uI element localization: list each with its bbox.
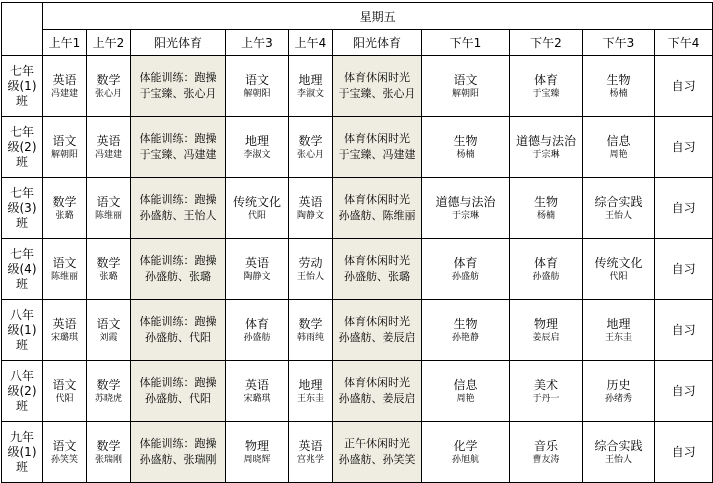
teacher-label: 陈维丽 [50,271,78,282]
teacher-label: 于宝臻、冯建建 [139,148,217,161]
lesson-cell [422,178,510,239]
period-header: 阳光体育 [131,30,226,56]
subject-label: 美术 [533,377,558,392]
subject-label: 综合实践 [594,438,643,453]
lesson-cell [289,422,333,483]
subject-label: 体能训练：跑操 [139,437,217,450]
class-name-line: 级(1) [7,322,37,337]
teacher-label: 孙盛舫、张瑞刚 [139,453,217,466]
teacher-label: 代阳 [609,271,628,282]
subject-label: 英语 [244,255,269,270]
lesson-cell [655,300,713,361]
lesson-cell [583,239,655,300]
teacher-label: 冯建建 [50,88,78,99]
class-name-line: 级(1) [7,78,37,93]
subject-label: 语文 [52,377,77,392]
teacher-label: 孙盛舫 [243,332,271,343]
period-header: 下午3 [583,30,655,56]
lesson-cell [87,239,131,300]
subject-label: 自习 [671,323,696,337]
subject-label: 自习 [671,79,696,93]
subject-label: 数学 [96,255,121,270]
period-header: 阳光体育 [333,30,422,56]
class-name-cell [2,117,43,178]
subject-label: 地理 [298,377,323,392]
subject-label: 自习 [671,140,696,154]
sunshine-sports-cell [333,300,422,361]
teacher-label: 孙旭航 [451,454,479,465]
lesson-cell [583,178,655,239]
subject-label: 自习 [671,384,696,398]
subject-label: 道德与法治 [435,194,496,209]
teacher-label: 李淑文 [296,88,324,99]
teacher-label: 孙盛舫、孙笑笑 [338,453,416,466]
lesson-cell [87,361,131,422]
teacher-label: 李淑文 [243,149,271,160]
teacher-label: 曹友涛 [532,454,560,465]
class-row [2,361,713,422]
lesson-cell [289,361,333,422]
teacher-label: 孙笑笑 [50,454,78,465]
lesson-cell [422,361,510,422]
subject-label: 英语 [52,316,77,331]
teacher-label: 解朝阳 [50,149,78,160]
teacher-label: 于宝臻、张心月 [338,87,416,100]
teacher-label: 宫兆学 [296,454,324,465]
teacher-label: 周艳 [609,149,628,160]
subject-label: 体育休闲时光 [344,254,410,267]
subject-label: 语文 [96,316,121,331]
subject-label: 体育 [244,316,269,331]
subject-label: 自习 [671,445,696,459]
class-name-cell [2,178,43,239]
class-name-line: 八年 [9,307,34,322]
lesson-cell [510,178,583,239]
lesson-cell [226,422,289,483]
class-name-line: 班 [15,93,28,108]
class-name-line: 七年 [9,124,34,139]
period-header: 下午4 [655,30,713,56]
class-row [2,178,713,239]
sunshine-sports-cell [131,422,226,483]
teacher-label: 孙绪秀 [604,393,632,404]
subject-label: 语文 [52,255,77,270]
sunshine-sports-cell [131,361,226,422]
period-header: 上午2 [87,30,131,56]
class-name-line: 班 [15,276,28,291]
teacher-label: 孙盛舫、姜辰启 [338,331,416,344]
teacher-label: 孙盛舫、姜辰启 [338,392,416,405]
subject-label: 英语 [298,438,323,453]
teacher-label: 王东圭 [296,393,324,404]
period-header: 上午1 [43,30,87,56]
subject-label: 体能训练：跑操 [139,376,217,389]
subject-label: 体育 [533,72,558,87]
subject-label: 体能训练：跑操 [139,254,217,267]
subject-label: 劳动 [298,255,323,270]
subject-label: 语文 [244,72,269,87]
corner-cell-lower [2,30,43,56]
teacher-label: 于宝臻 [532,88,560,99]
subject-label: 音乐 [533,438,558,453]
lesson-cell [655,56,713,117]
teacher-label: 解朝阳 [243,88,271,99]
class-name-line: 级(1) [7,444,37,459]
class-row [2,300,713,361]
lesson-cell [422,300,510,361]
lesson-cell [87,300,131,361]
class-name-line: 七年 [9,246,34,261]
lesson-cell [655,239,713,300]
lesson-cell [226,239,289,300]
teacher-label: 代阳 [247,210,266,221]
teacher-label: 陈维丽 [94,210,122,221]
class-name-line: 班 [15,154,28,169]
teacher-label: 姜辰启 [532,332,560,343]
teacher-label: 王怡人 [296,271,324,282]
teacher-label: 陶静文 [243,271,271,282]
subject-label: 生物 [453,316,478,331]
subject-label: 英语 [298,194,323,209]
teacher-label: 杨楠 [609,88,628,99]
lesson-cell [289,117,333,178]
subject-label: 正午休闲时光 [344,437,410,450]
class-name-line: 七年 [9,185,34,200]
teacher-label: 宋璐琪 [243,393,271,404]
lesson-cell [226,117,289,178]
lesson-cell [289,178,333,239]
lesson-cell [87,56,131,117]
subject-label: 体育 [533,255,558,270]
subject-label: 自习 [671,262,696,276]
teacher-label: 张心月 [296,149,324,160]
subject-label: 物理 [244,438,269,453]
teacher-label: 刘霞 [99,332,118,343]
teacher-label: 苏晓虎 [94,393,122,404]
class-row [2,239,713,300]
teacher-label: 解朝阳 [451,88,479,99]
subject-label: 历史 [606,377,631,392]
class-name-line: 班 [15,459,28,474]
class-name-line: 级(2) [7,139,37,154]
subject-label: 体育休闲时光 [344,376,410,389]
sunshine-sports-cell [333,56,422,117]
teacher-label: 孙艳静 [451,332,479,343]
lesson-cell [226,361,289,422]
lesson-cell [655,422,713,483]
lesson-cell [510,361,583,422]
teacher-label: 代阳 [55,393,74,404]
period-header: 上午3 [226,30,289,56]
subject-label: 语文 [96,194,121,209]
subject-label: 体能训练：跑操 [139,132,217,145]
class-name-cell [2,239,43,300]
lesson-cell [422,422,510,483]
class-name-cell [2,300,43,361]
lesson-cell [583,56,655,117]
lesson-cell [422,239,510,300]
day-header: 星期五 [43,3,713,30]
subject-label: 地理 [606,316,631,331]
teacher-label: 于宝臻、张心月 [139,87,217,100]
class-name-line: 九年 [9,429,34,444]
teacher-label: 王怡人 [604,454,632,465]
lesson-cell [289,300,333,361]
teacher-label: 张瑞刚 [94,454,122,465]
lesson-cell [43,117,87,178]
teacher-label: 王东圭 [604,332,632,343]
subject-label: 体能训练：跑操 [139,315,217,328]
period-header: 下午2 [510,30,583,56]
subject-label: 体育 [453,255,478,270]
period-header: 上午4 [289,30,333,56]
teacher-label: 韩雨纯 [296,332,324,343]
teacher-label: 孙盛舫、张璐 [344,270,410,283]
subject-label: 综合实践 [594,194,643,209]
subject-label: 体能训练：跑操 [139,193,217,206]
subject-label: 数学 [298,133,323,148]
sunshine-sports-cell [131,178,226,239]
subject-label: 数学 [298,316,323,331]
subject-label: 体能训练：跑操 [139,71,217,84]
timetable [1,2,713,483]
teacher-label: 张心月 [94,88,122,99]
subject-label: 地理 [298,72,323,87]
subject-label: 传统文化 [232,194,281,209]
subject-label: 数学 [52,194,77,209]
subject-label: 数学 [96,438,121,453]
lesson-cell [422,56,510,117]
lesson-cell [655,361,713,422]
subject-label: 体育休闲时光 [344,193,410,206]
teacher-label: 周艳 [456,393,475,404]
teacher-label: 陶静文 [296,210,324,221]
teacher-label: 杨楠 [456,149,475,160]
subject-label: 化学 [453,438,478,453]
lesson-cell [510,117,583,178]
sunshine-sports-cell [333,361,422,422]
subject-label: 语文 [453,72,478,87]
teacher-label: 孙盛舫、代阳 [145,392,211,405]
subject-label: 英语 [52,72,77,87]
subject-label: 物理 [533,316,558,331]
lesson-cell [226,56,289,117]
subject-label: 自习 [671,201,696,215]
subject-label: 地理 [244,133,269,148]
lesson-cell [289,239,333,300]
subject-label: 语文 [52,438,77,453]
teacher-label: 冯建建 [94,149,122,160]
lesson-cell [510,56,583,117]
teacher-label: 孙盛舫、张璐 [145,270,211,283]
class-name-line: 七年 [9,63,34,78]
subject-label: 英语 [244,377,269,392]
sunshine-sports-cell [131,117,226,178]
class-name-cell [2,361,43,422]
lesson-cell [87,178,131,239]
sunshine-sports-cell [131,239,226,300]
lesson-cell [43,239,87,300]
teacher-label: 孙盛舫、王怡人 [139,209,217,222]
teacher-label: 王怡人 [604,210,632,221]
subject-label: 信息 [453,377,478,392]
lesson-cell [289,56,333,117]
lesson-cell [43,361,87,422]
subject-label: 道德与法治 [515,133,576,148]
lesson-cell [655,117,713,178]
class-name-line: 班 [15,337,28,352]
lesson-cell [510,422,583,483]
lesson-cell [43,300,87,361]
sunshine-sports-cell [131,300,226,361]
class-name-line: 班 [15,215,28,230]
teacher-label: 宋璐琪 [50,332,78,343]
subject-label: 生物 [606,72,631,87]
teacher-label: 孙盛舫、代阳 [145,331,211,344]
subject-label: 生物 [533,194,558,209]
lesson-cell [583,361,655,422]
lesson-cell [43,178,87,239]
lesson-cell [422,117,510,178]
sunshine-sports-cell [333,178,422,239]
class-name-line: 级(3) [7,200,37,215]
class-name-line: 八年 [9,368,34,383]
lesson-cell [583,300,655,361]
lesson-cell [87,422,131,483]
lesson-cell [510,300,583,361]
class-name-line: 级(4) [7,261,37,276]
lesson-cell [583,422,655,483]
sunshine-sports-cell [333,117,422,178]
sunshine-sports-cell [333,422,422,483]
subject-label: 生物 [453,133,478,148]
subject-label: 体育休闲时光 [344,71,410,84]
teacher-label: 于宝臻、冯建建 [338,148,416,161]
teacher-label: 于宗琳 [451,210,479,221]
subject-label: 数学 [96,377,121,392]
subject-label: 信息 [606,133,631,148]
subject-label: 英语 [96,133,121,148]
lesson-cell [87,117,131,178]
class-row [2,117,713,178]
class-row [2,56,713,117]
corner-cell [2,3,43,30]
class-name-line: 级(2) [7,383,37,398]
subject-label: 语文 [52,133,77,148]
class-name-line: 班 [15,398,28,413]
teacher-label: 孙盛舫、陈维丽 [338,209,416,222]
lesson-cell [510,239,583,300]
teacher-label: 周晓辉 [243,454,271,465]
class-name-cell [2,56,43,117]
lesson-cell [43,56,87,117]
subject-label: 数学 [96,72,121,87]
lesson-cell [655,178,713,239]
teacher-label: 于宗琳 [532,149,560,160]
period-header: 下午1 [422,30,510,56]
subject-label: 体育休闲时光 [344,132,410,145]
lesson-cell [226,300,289,361]
subject-label: 传统文化 [594,255,643,270]
class-name-cell [2,422,43,483]
teacher-label: 张璐 [99,271,118,282]
class-row [2,422,713,483]
lesson-cell [583,117,655,178]
lesson-cell [43,422,87,483]
teacher-label: 孙盛舫 [451,271,479,282]
subject-label: 体育休闲时光 [344,315,410,328]
teacher-label: 张璐 [55,210,74,221]
teacher-label: 孙盛舫 [532,271,560,282]
sunshine-sports-cell [131,56,226,117]
teacher-label: 杨楠 [536,210,555,221]
sunshine-sports-cell [333,239,422,300]
lesson-cell [226,178,289,239]
teacher-label: 于丹一 [532,393,560,404]
